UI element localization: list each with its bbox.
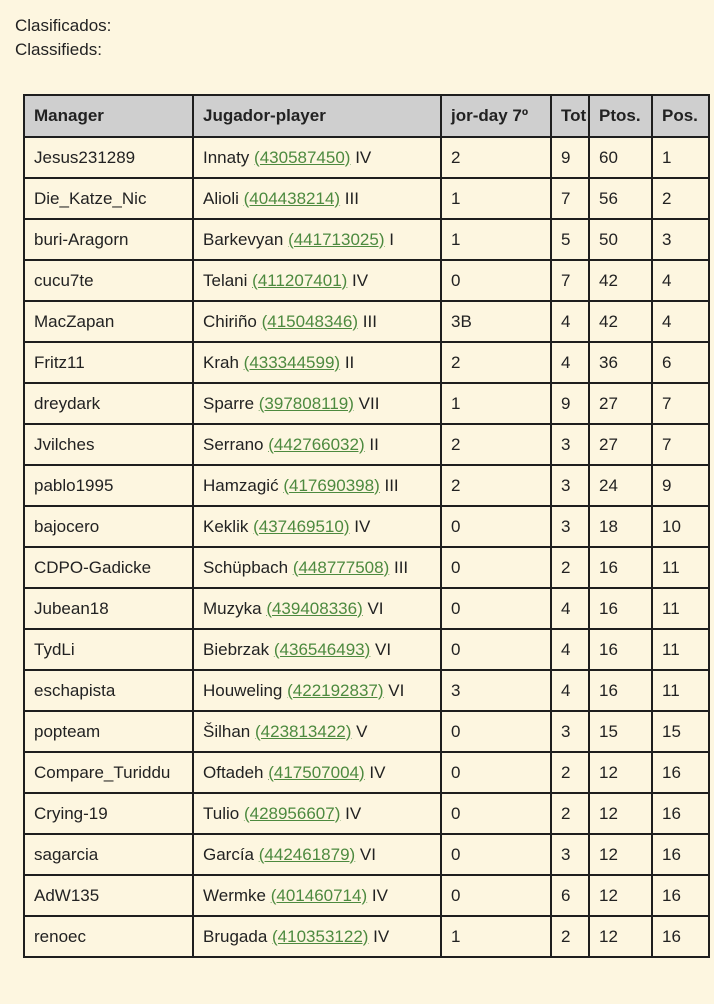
- pos-cell: 11: [652, 670, 709, 711]
- manager-cell: Jubean18: [24, 588, 193, 629]
- player-level: VI: [367, 598, 384, 618]
- table-row: [24, 547, 709, 588]
- day-cell: 0: [441, 834, 551, 875]
- ptos-cell: 56: [589, 178, 652, 219]
- player-level: VI: [388, 680, 405, 700]
- player-cell: [193, 793, 441, 834]
- player-name: Schüpbach: [203, 557, 289, 577]
- table-row: [24, 301, 709, 342]
- player-id-link[interactable]: (423813422): [255, 721, 352, 741]
- tot-cell: 3: [551, 834, 589, 875]
- table-row: [24, 875, 709, 916]
- player-name: Houweling: [203, 680, 283, 700]
- player-name: Tulio: [203, 803, 240, 823]
- manager-cell: eschapista: [24, 670, 193, 711]
- manager-cell: Crying-19: [24, 793, 193, 834]
- table-row: [24, 465, 709, 506]
- player-level: III: [384, 475, 399, 495]
- day-cell: 1: [441, 219, 551, 260]
- header-pos: Pos.: [652, 95, 709, 137]
- tot-cell: 2: [551, 793, 589, 834]
- player-id-link[interactable]: (442461879): [258, 844, 356, 864]
- intro-line-english: Classifieds:: [15, 40, 102, 59]
- tot-cell: 5: [551, 219, 589, 260]
- player-name: García: [203, 844, 255, 864]
- intro-line-spanish: Clasificados:: [15, 16, 112, 35]
- table-row: [24, 752, 709, 793]
- player-cell: [193, 301, 441, 342]
- player-level: III: [393, 557, 409, 577]
- tot-cell: 4: [551, 301, 589, 342]
- player-id-link[interactable]: (417507004): [268, 762, 365, 782]
- player-id-link[interactable]: (397808119): [258, 393, 354, 413]
- day-cell: 2: [441, 342, 551, 383]
- day-cell: 0: [441, 588, 551, 629]
- player-cell: [193, 916, 441, 957]
- header-player: Jugador-player: [193, 95, 441, 137]
- day-cell: 0: [441, 752, 551, 793]
- table-row: [24, 178, 709, 219]
- player-name: Innaty: [203, 147, 250, 167]
- manager-cell: bajocero: [24, 506, 193, 547]
- player-id-link[interactable]: (415048346): [261, 311, 359, 331]
- ptos-cell: 50: [589, 219, 652, 260]
- player-id-link[interactable]: (436546493): [273, 639, 371, 659]
- pos-cell: 10: [652, 506, 709, 547]
- tot-cell: 4: [551, 588, 589, 629]
- tot-cell: 7: [551, 178, 589, 219]
- table-row: [24, 506, 709, 547]
- player-cell: [193, 670, 441, 711]
- player-cell: [193, 383, 441, 424]
- player-cell: [193, 588, 441, 629]
- manager-cell: dreydark: [24, 383, 193, 424]
- ptos-cell: 36: [589, 342, 652, 383]
- pos-cell: 16: [652, 834, 709, 875]
- player-cell: [193, 752, 441, 793]
- day-cell: 0: [441, 875, 551, 916]
- day-cell: 3B: [441, 301, 551, 342]
- player-name: Chiriño: [203, 311, 257, 331]
- table-body: [24, 137, 709, 957]
- player-name: Hamzagić: [203, 475, 279, 495]
- manager-cell: Jesus231289: [24, 137, 193, 178]
- table-row: [24, 424, 709, 465]
- player-id-link[interactable]: (437469510): [253, 516, 350, 536]
- player-level: IV: [373, 926, 390, 946]
- player-id-link[interactable]: (433344599): [243, 352, 341, 372]
- player-id-link[interactable]: (401460714): [270, 885, 368, 905]
- player-cell: [193, 260, 441, 301]
- tot-cell: 4: [551, 629, 589, 670]
- manager-cell: Jvilches: [24, 424, 193, 465]
- day-cell: 0: [441, 506, 551, 547]
- standings-table-wrapper: [23, 94, 710, 958]
- player-name: Keklik: [203, 516, 249, 536]
- day-cell: 0: [441, 260, 551, 301]
- day-cell: 0: [441, 547, 551, 588]
- player-name: Wermke: [203, 885, 266, 905]
- header-ptos: Ptos.: [589, 95, 652, 137]
- player-cell: [193, 629, 441, 670]
- ptos-cell: 12: [589, 916, 652, 957]
- ptos-cell: 16: [589, 588, 652, 629]
- tot-cell: 9: [551, 383, 589, 424]
- player-id-link[interactable]: (442766032): [268, 434, 365, 454]
- pos-cell: 9: [652, 465, 709, 506]
- pos-cell: 6: [652, 342, 709, 383]
- tot-cell: 4: [551, 670, 589, 711]
- tot-cell: 7: [551, 260, 589, 301]
- player-id-link[interactable]: (430587450): [254, 147, 351, 167]
- player-level: IV: [355, 147, 372, 167]
- player-name: Šilhan: [203, 721, 251, 741]
- player-id-link[interactable]: (411207401): [252, 270, 348, 290]
- player-id-link[interactable]: (428956607): [243, 803, 341, 823]
- day-cell: 2: [441, 137, 551, 178]
- table-row: [24, 711, 709, 752]
- table-row: [24, 834, 709, 875]
- player-cell: [193, 711, 441, 752]
- day-cell: 2: [441, 465, 551, 506]
- manager-cell: cucu7te: [24, 260, 193, 301]
- day-cell: 1: [441, 916, 551, 957]
- manager-cell: sagarcia: [24, 834, 193, 875]
- ptos-cell: 27: [589, 424, 652, 465]
- tot-cell: 3: [551, 506, 589, 547]
- table-header-row: [24, 95, 709, 137]
- pos-cell: 11: [652, 547, 709, 588]
- ptos-cell: 16: [589, 629, 652, 670]
- day-cell: 0: [441, 793, 551, 834]
- manager-cell: Die_Katze_Nic: [24, 178, 193, 219]
- manager-cell: TydLi: [24, 629, 193, 670]
- table-row: [24, 588, 709, 629]
- pos-cell: 2: [652, 178, 709, 219]
- tot-cell: 3: [551, 424, 589, 465]
- pos-cell: 1: [652, 137, 709, 178]
- table-row: [24, 629, 709, 670]
- tot-cell: 2: [551, 916, 589, 957]
- tot-cell: 2: [551, 547, 589, 588]
- player-name: Biebrzak: [203, 639, 270, 659]
- player-level: III: [362, 311, 377, 331]
- ptos-cell: 42: [589, 301, 652, 342]
- player-cell: [193, 342, 441, 383]
- player-level: IV: [352, 270, 369, 290]
- pos-cell: 16: [652, 752, 709, 793]
- manager-cell: renoec: [24, 916, 193, 957]
- player-level: IV: [345, 803, 362, 823]
- player-level: VI: [375, 639, 392, 659]
- player-id-link[interactable]: (417690398): [283, 475, 380, 495]
- table-row: [24, 916, 709, 957]
- ptos-cell: 12: [589, 875, 652, 916]
- manager-cell: AdW135: [24, 875, 193, 916]
- player-cell: [193, 834, 441, 875]
- ptos-cell: 42: [589, 260, 652, 301]
- pos-cell: 4: [652, 301, 709, 342]
- player-cell: [193, 424, 441, 465]
- tot-cell: 6: [551, 875, 589, 916]
- manager-cell: CDPO-Gadicke: [24, 547, 193, 588]
- player-level: V: [356, 721, 368, 741]
- day-cell: 0: [441, 711, 551, 752]
- player-cell: [193, 178, 441, 219]
- player-name: Telani: [203, 270, 248, 290]
- ptos-cell: 16: [589, 670, 652, 711]
- manager-cell: buri-Aragorn: [24, 219, 193, 260]
- player-level: II: [369, 434, 379, 454]
- tot-cell: 9: [551, 137, 589, 178]
- ptos-cell: 12: [589, 834, 652, 875]
- player-id-link[interactable]: (422192837): [287, 680, 384, 700]
- ptos-cell: 27: [589, 383, 652, 424]
- table-row: [24, 670, 709, 711]
- manager-cell: Compare_Turiddu: [24, 752, 193, 793]
- day-cell: 2: [441, 424, 551, 465]
- day-cell: 3: [441, 670, 551, 711]
- intro-text: [15, 14, 111, 62]
- player-id-link[interactable]: (410353122): [272, 926, 369, 946]
- pos-cell: 16: [652, 875, 709, 916]
- day-cell: 0: [441, 629, 551, 670]
- ptos-cell: 15: [589, 711, 652, 752]
- table-row: [24, 793, 709, 834]
- day-cell: 1: [441, 383, 551, 424]
- player-name: Krah: [203, 352, 239, 372]
- table-row: [24, 219, 709, 260]
- ptos-cell: 18: [589, 506, 652, 547]
- player-level: IV: [369, 762, 386, 782]
- tot-cell: 3: [551, 465, 589, 506]
- player-level: IV: [354, 516, 371, 536]
- manager-cell: MacZapan: [24, 301, 193, 342]
- tot-cell: 4: [551, 342, 589, 383]
- player-id-link[interactable]: (448777508): [292, 557, 390, 577]
- pos-cell: 7: [652, 383, 709, 424]
- player-name: Sparre: [203, 393, 255, 413]
- player-level: I: [389, 229, 394, 249]
- header-manager: Manager: [24, 95, 193, 137]
- header-tot: Tot: [551, 95, 589, 137]
- player-id-link[interactable]: (441713025): [288, 229, 385, 249]
- player-cell: [193, 875, 441, 916]
- manager-cell: pablo1995: [24, 465, 193, 506]
- ptos-cell: 60: [589, 137, 652, 178]
- player-id-link[interactable]: (404438214): [243, 188, 341, 208]
- ptos-cell: 12: [589, 793, 652, 834]
- player-level: VI: [359, 844, 376, 864]
- player-name: Oftadeh: [203, 762, 264, 782]
- day-cell: 1: [441, 178, 551, 219]
- ptos-cell: 12: [589, 752, 652, 793]
- player-level: VII: [358, 393, 380, 413]
- table-row: [24, 342, 709, 383]
- tot-cell: 2: [551, 752, 589, 793]
- player-name: Brugada: [203, 926, 268, 946]
- player-level: II: [344, 352, 355, 372]
- manager-cell: Fritz11: [24, 342, 193, 383]
- table-row: [24, 260, 709, 301]
- player-cell: [193, 219, 441, 260]
- player-cell: [193, 506, 441, 547]
- player-level: IV: [371, 885, 388, 905]
- player-name: Barkevyan: [203, 229, 284, 249]
- ptos-cell: 16: [589, 547, 652, 588]
- pos-cell: 3: [652, 219, 709, 260]
- pos-cell: 15: [652, 711, 709, 752]
- table-row: [24, 383, 709, 424]
- player-cell: [193, 547, 441, 588]
- manager-cell: popteam: [24, 711, 193, 752]
- pos-cell: 4: [652, 260, 709, 301]
- pos-cell: 7: [652, 424, 709, 465]
- player-name: Alioli: [203, 188, 239, 208]
- ptos-cell: 24: [589, 465, 652, 506]
- player-level: III: [344, 188, 359, 208]
- pos-cell: 11: [652, 629, 709, 670]
- pos-cell: 11: [652, 588, 709, 629]
- header-day: jor-day 7º: [441, 95, 551, 137]
- player-id-link[interactable]: (439408336): [266, 598, 363, 618]
- pos-cell: 16: [652, 793, 709, 834]
- table-row: [24, 137, 709, 178]
- player-cell: [193, 465, 441, 506]
- player-name: Serrano: [203, 434, 264, 454]
- player-cell: [193, 137, 441, 178]
- tot-cell: 3: [551, 711, 589, 752]
- pos-cell: 16: [652, 916, 709, 957]
- player-name: Muzyka: [203, 598, 262, 618]
- standings-table: [23, 94, 710, 958]
